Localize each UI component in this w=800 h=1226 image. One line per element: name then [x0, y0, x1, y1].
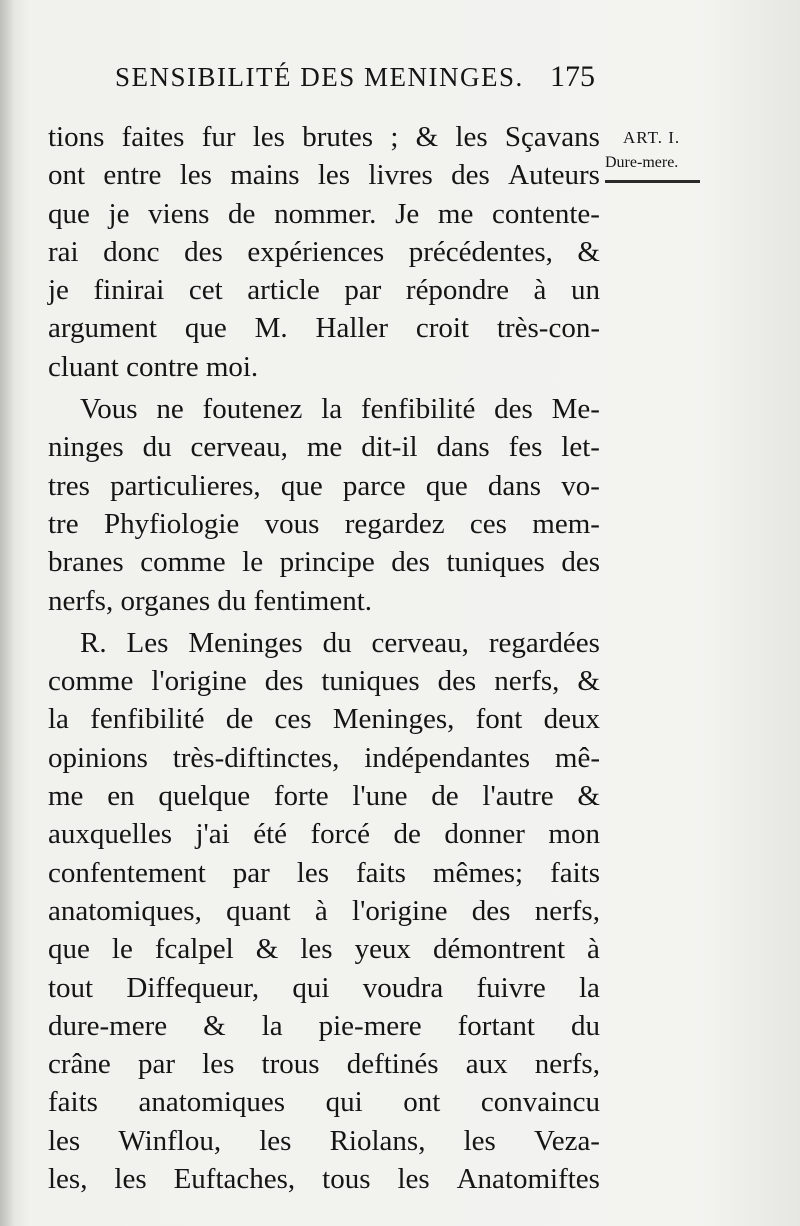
page-gutter-shadow — [0, 0, 14, 1226]
text-line: que le fcalpel & les yeux démontrent à — [48, 933, 600, 966]
text-line: me en quelque forte l'une de l'autre & — [48, 780, 600, 813]
text-line: la fenfibilité de ces Meninges, font deux — [48, 703, 600, 736]
page-number: 175 — [550, 60, 595, 93]
text-line: les Winflou, les Riolans, les Veza- — [48, 1124, 600, 1157]
text-line: tre Phyfiologie vous regardez ces mem- — [48, 507, 600, 540]
text-line: opinions très-diftinctes, indépendantes mê- — [48, 741, 600, 774]
text-line: que je viens de nommer. Je me contente- — [48, 197, 600, 230]
text-line: auxquelles j'ai été forcé de donner mon — [48, 818, 600, 851]
text-line: crâne par les trous deftinés aux nerfs, — [48, 1048, 600, 1081]
running-title: SENSIBILITÉ DES MENINGES. — [115, 62, 524, 92]
text-line: confentement par les faits mêmes; faits — [48, 856, 600, 889]
margin-subject: Dure-mere. — [605, 154, 679, 171]
text-line: tout Diffequeur, qui voudra fuivre la — [48, 971, 600, 1004]
margin-note — [605, 128, 697, 183]
body-text — [48, 118, 600, 1198]
running-head — [115, 62, 595, 102]
text-line: les, les Euftaches, tous les Anatomiftes — [48, 1163, 600, 1196]
text-line: branes comme le principe des tuniques des — [48, 546, 600, 579]
text-line: nerfs, organes du fentiment. — [48, 584, 373, 617]
text-line: rai donc des expériences précédentes, & — [48, 235, 600, 268]
text-line: R. Les Meninges du cerveau, regardées — [80, 626, 600, 659]
text-line: faits anatomiques qui ont convaincu — [48, 1086, 600, 1119]
text-line: argument que M. Haller croit très-con- — [48, 312, 600, 345]
text-line: ninges du cerveau, me dit-il dans fes let- — [48, 431, 600, 464]
text-line: comme l'origine des tuniques des nerfs, & — [48, 665, 600, 698]
text-line: tres particulieres, que parce que dans vo- — [48, 469, 600, 502]
text-line: cluant contre moi. — [48, 350, 259, 383]
text-line: ont entre les mains les livres des Auteurs — [48, 159, 600, 192]
text-line: Vous ne foutenez la fenfibilité des Me- — [80, 393, 600, 426]
text-line: anatomiques, quant à l'origine des nerfs, — [48, 894, 600, 927]
text-line: je finirai cet article par répondre à un — [48, 274, 600, 307]
text-line: tions faites fur les brutes ; & les Sçavans — [48, 121, 600, 153]
margin-article: ART. I. — [623, 128, 681, 147]
text-line: dure-mere & la pie-mere fortant du — [48, 1009, 600, 1042]
margin-rule — [605, 180, 700, 183]
